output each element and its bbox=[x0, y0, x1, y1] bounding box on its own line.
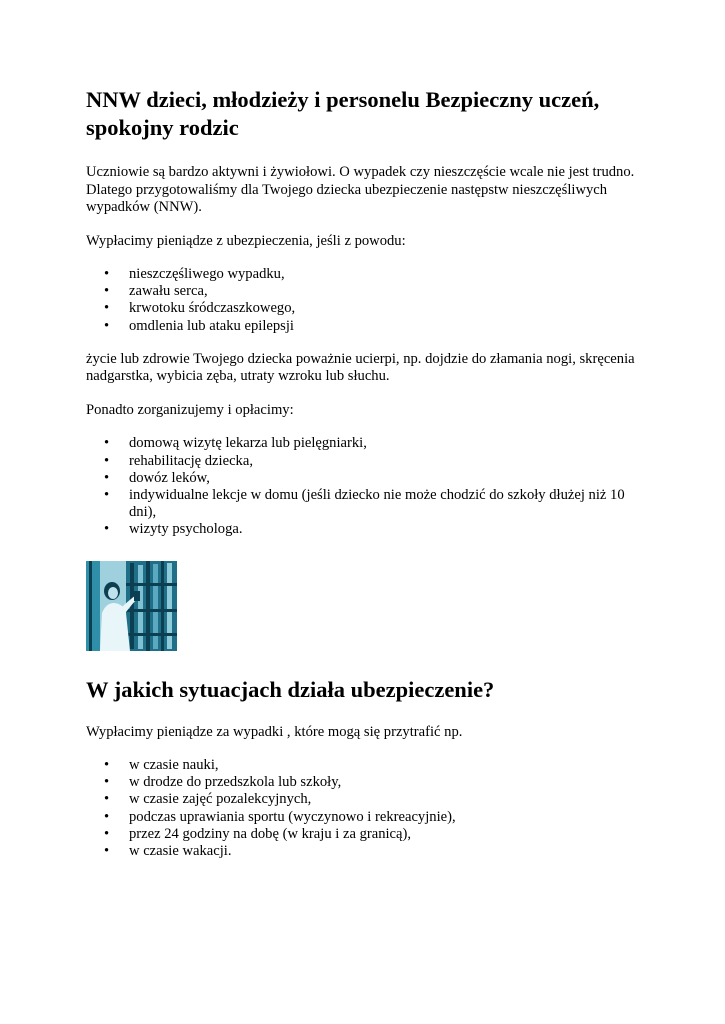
bullet-icon: • bbox=[104, 486, 110, 503]
bullet-icon: • bbox=[104, 774, 110, 791]
list-item: • krwotoku śródczaszkowego, bbox=[104, 300, 296, 317]
bullet-icon: • bbox=[104, 808, 110, 825]
bullet-icon: • bbox=[104, 283, 110, 300]
bullet-icon: • bbox=[104, 843, 110, 860]
list-item: • indywidualne lekcje w domu (jeśli dziecko nie może chodzić do szkoły dłużej niż 10 dni), bbox=[104, 486, 625, 521]
bullet-icon: • bbox=[104, 521, 110, 538]
list-item: • zawału serca, bbox=[104, 283, 208, 300]
payout-lead: Wypłacimy pieniądze z ubezpieczenia, jeśli z powodu: bbox=[86, 232, 406, 249]
consequence-text: życie lub zdrowie Twojego dziecka poważnie ucierpi, np. dojdzie do złamania nogi, skręcenia nadgarstka, wybicia zęba, utraty wzroku lub słuchu. bbox=[86, 350, 635, 385]
bullet-icon: • bbox=[104, 791, 110, 808]
list-item: • domową wizytę lekarza lub pielęgniarki, bbox=[104, 435, 367, 452]
list-item: • w czasie zajęć pozalekcyjnych, bbox=[104, 791, 312, 808]
causes-list bbox=[86, 266, 646, 335]
list-item: • podczas uprawiania sportu (wyczynowo i rekreacyjnie), bbox=[104, 808, 456, 825]
list-item: • omdlenia lub ataku epilepsji bbox=[104, 317, 294, 334]
bullet-icon: • bbox=[104, 452, 110, 469]
list-item: • w drodze do przedszkola lub szkoły, bbox=[104, 774, 342, 791]
section1-title: NNW dzieci, młodzieży i personelu Bezpieczny uczeń, spokojny rodzic bbox=[86, 87, 600, 140]
document-page bbox=[86, 86, 646, 876]
bullet-icon: • bbox=[104, 757, 110, 774]
list-item: • rehabilitację dziecka, bbox=[104, 452, 253, 469]
bullet-icon: • bbox=[104, 469, 110, 486]
bullet-icon: • bbox=[104, 317, 110, 334]
bullet-icon: • bbox=[104, 825, 110, 842]
list-item: • w czasie wakacji. bbox=[104, 843, 232, 860]
list-item: • w czasie nauki, bbox=[104, 757, 219, 774]
list-item: • dowóz leków, bbox=[104, 469, 210, 486]
extras-list bbox=[86, 435, 646, 538]
list-item: • wizyty psychologa. bbox=[104, 521, 243, 538]
list-item: • przez 24 godziny na dobę (w kraju i za granicą), bbox=[104, 825, 412, 842]
bullet-icon: • bbox=[104, 435, 110, 452]
bullet-icon: • bbox=[104, 266, 110, 282]
list-item: • nieszczęśliwego wypadku, bbox=[104, 266, 285, 282]
section2-lead: Wypłacimy pieniądze za wypadki , które mogą się przytrafić np. bbox=[86, 723, 463, 740]
library-student-photo bbox=[86, 561, 177, 651]
bullet-icon: • bbox=[104, 300, 110, 317]
section1-intro: Uczniowie są bardzo aktywni i żywiołowi. O wypadek czy nieszczęście wcale nie jest trudno. Dlatego przygotowaliśmy dla Twojego dziecka ubezpieczenie następstw nieszczęśliwych wypadków (NNW). bbox=[86, 164, 635, 215]
situations-list bbox=[86, 757, 646, 860]
extra-lead: Ponadto zorganizujemy i opłacimy: bbox=[86, 401, 294, 418]
photo-illustration bbox=[86, 561, 177, 651]
section2-title: W jakich sytuacjach działa ubezpieczenie? bbox=[86, 676, 495, 702]
